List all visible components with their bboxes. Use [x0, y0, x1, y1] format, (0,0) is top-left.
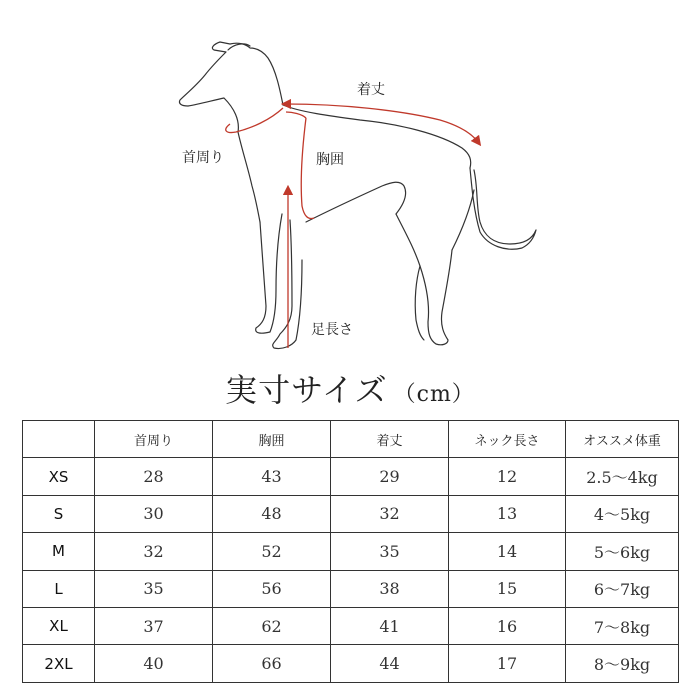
chest-cell: 56	[213, 570, 331, 607]
neck-length-cell: 16	[449, 607, 566, 644]
size-cell: 2XL	[23, 645, 95, 682]
label-length: 着丈	[357, 82, 385, 98]
size-cell: XS	[23, 458, 95, 495]
table-row	[23, 607, 679, 644]
header-cell: オススメ体重	[566, 421, 679, 458]
neck-cell: 28	[95, 458, 213, 495]
weight-cell: 8～9kg	[566, 645, 679, 682]
length-cell: 41	[331, 607, 449, 644]
size-cell: M	[23, 533, 95, 570]
chest-cell: 48	[213, 495, 331, 532]
neck-cell: 30	[95, 495, 213, 532]
header-cell	[23, 421, 95, 458]
neck-cell: 40	[95, 645, 213, 682]
size-table	[22, 420, 679, 683]
length-cell: 35	[331, 533, 449, 570]
measurement-lines	[226, 104, 478, 348]
label-leg: 足長さ	[311, 322, 353, 338]
table-header-row	[23, 421, 679, 458]
table-row	[23, 570, 679, 607]
weight-cell: 7～8kg	[566, 607, 679, 644]
length-cell: 38	[331, 570, 449, 607]
weight-cell: 4～5kg	[566, 495, 679, 532]
neck-cell: 37	[95, 607, 213, 644]
neck-cell: 35	[95, 570, 213, 607]
table-row	[23, 645, 679, 682]
label-neck: 首周り	[182, 150, 224, 166]
chest-cell: 52	[213, 533, 331, 570]
title-main: 実寸サイズ	[225, 371, 388, 409]
neck-length-cell: 14	[449, 533, 566, 570]
header-cell: 着丈	[331, 421, 449, 458]
neck-length-cell: 15	[449, 570, 566, 607]
header-cell: 首周り	[95, 421, 213, 458]
header-cell: ネック長さ	[449, 421, 566, 458]
chest-cell: 43	[213, 458, 331, 495]
neck-length-cell: 17	[449, 645, 566, 682]
size-chart-title	[0, 365, 700, 411]
size-cell: XL	[23, 607, 95, 644]
table-row	[23, 533, 679, 570]
weight-cell: 2.5～4kg	[566, 458, 679, 495]
length-cell: 32	[331, 495, 449, 532]
weight-cell: 5～6kg	[566, 533, 679, 570]
size-cell: L	[23, 570, 95, 607]
table-row	[23, 458, 679, 495]
table-row	[23, 495, 679, 532]
chest-cell: 66	[213, 645, 331, 682]
neck-length-cell: 13	[449, 495, 566, 532]
length-cell: 44	[331, 645, 449, 682]
title-unit: （cm）	[393, 382, 475, 407]
length-cell: 29	[331, 458, 449, 495]
size-cell: S	[23, 495, 95, 532]
neck-cell: 32	[95, 533, 213, 570]
chest-cell: 62	[213, 607, 331, 644]
header-cell: 胸囲	[213, 421, 331, 458]
weight-cell: 6～7kg	[566, 570, 679, 607]
neck-length-cell: 12	[449, 458, 566, 495]
chest-loop	[301, 118, 314, 219]
label-chest: 胸囲	[316, 152, 344, 168]
